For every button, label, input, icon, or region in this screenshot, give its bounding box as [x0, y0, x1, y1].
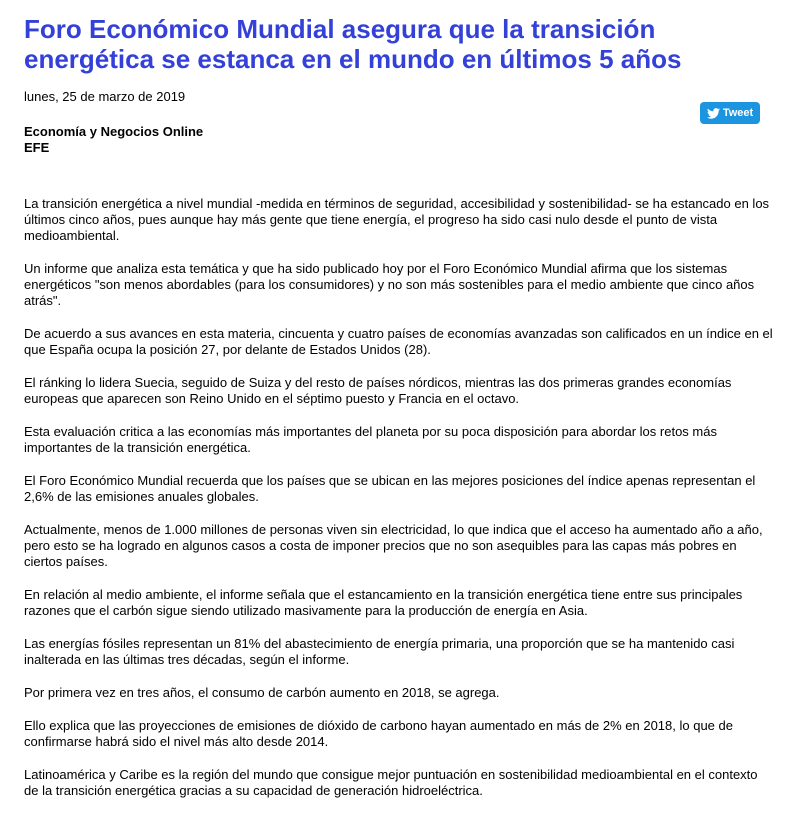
article-headline: Foro Económico Mundial asegura que la transición energética se estanca en el mundo en últimos 5 años [24, 14, 682, 74]
article-paragraph: Por primera vez en tres años, el consumo de carbón aumento en 2018, se agrega. [24, 685, 500, 700]
article-agency: EFE [24, 140, 50, 155]
article-paragraph: Un informe que analiza esta temática y que ha sido publicado hoy por el Foro Económico Mundial afirma que los sistemas energéticos "son menos abordables (para los consumidores) y no son más sostenibles para el medio ambiente que cinco años atrás". [24, 261, 755, 308]
article-paragraph: Latinoamérica y Caribe es la región del mundo que consigue mejor puntuación en sostenibilidad medioambiental en el contexto de la transición energética gracias a su capacidad de generación hidroeléctrica. [24, 767, 758, 798]
article-paragraph: En relación al medio ambiente, el informe señala que el estancamiento en la transición energética tiene entre sus principales razones que el carbón sigue siendo utilizado masivamente para la producción de energía en Asia. [24, 587, 743, 618]
article-paragraph: La transición energética a nivel mundial -medida en términos de seguridad, accesibilidad y sostenibilidad- se ha estancado en los últimos cinco años, pues aunque hay más gente que tiene energía, el progreso ha sido casi nulo desde el punto de vista medioambiental. [24, 196, 770, 243]
article-paragraph: De acuerdo a sus avances en esta materia, cincuenta y cuatro países de economías avanzadas son calificados en un índice en el que España ocupa la posición 27, por delante de Estados Unidos (28). [24, 326, 773, 357]
tweet-button[interactable] [700, 102, 760, 124]
tweet-label: Tweet [722, 107, 754, 119]
twitter-bird-icon [707, 108, 720, 119]
article-body [24, 196, 774, 816]
article-paragraph: Las energías fósiles representan un 81% del abastecimiento de energía primaria, una proporción que se ha mantenido casi inalterada en las últimas tres décadas, según el informe. [24, 636, 735, 667]
article-section: Economía y Negocios Online [24, 124, 204, 139]
article-paragraph: Esta evaluación critica a las economías más importantes del planeta por su poca disposición para abordar los retos más importantes de la transición energética. [24, 424, 717, 455]
article-paragraph: El Foro Económico Mundial recuerda que los países que se ubican en las mejores posiciones del índice apenas representan el 2,6% de las emisiones anuales globales. [24, 473, 756, 504]
article-paragraph: El ránking lo lidera Suecia, seguido de Suiza y del resto de países nórdicos, mientras las dos primeras grandes economías europeas que aparecen son Reino Unido en el séptimo puesto y Francia en el octavo. [24, 375, 732, 406]
article-date: lunes, 25 de marzo de 2019 [24, 89, 186, 104]
article-paragraph: Ello explica que las proyecciones de emisiones de dióxido de carbono hayan aumentado en más de 2% en 2018, lo que de confirmarse habrá sido el nivel más alto desde 2014. [24, 718, 733, 749]
article-paragraph: Actualmente, menos de 1.000 millones de personas viven sin electricidad, lo que indica que el acceso ha aumentado año a año, pero esto se ha logrado en algunos casos a costa de imponer precios que no son asequibles para las capas más pobres en ciertos países. [24, 522, 763, 569]
